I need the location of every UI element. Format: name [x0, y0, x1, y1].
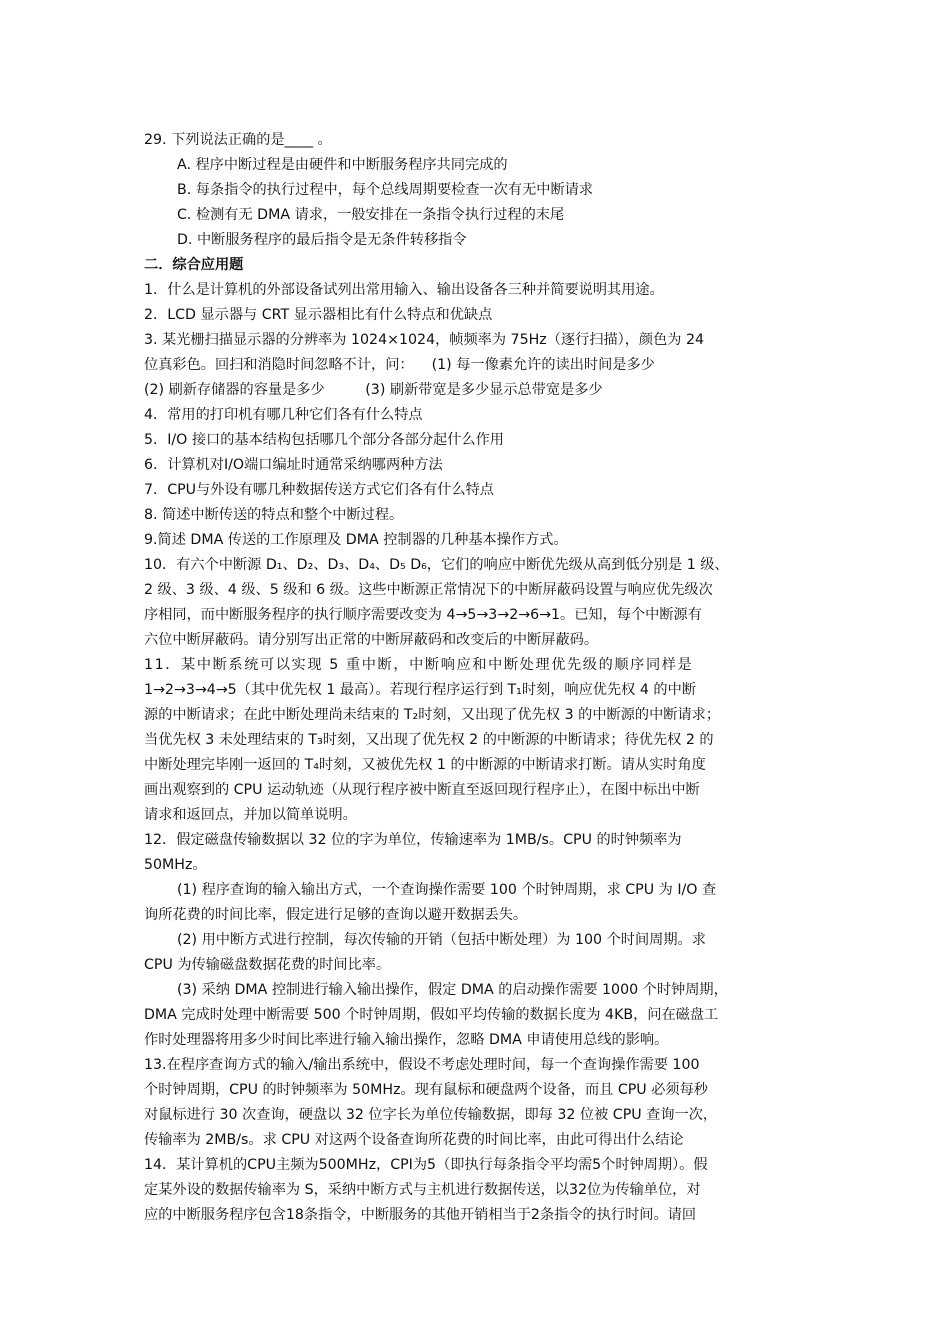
question-11-line-2: 1→2→3→4→5（其中优先权 1 最高）。若现行程序运行到 T₁时刻，响应优先权 4 的中断	[144, 682, 696, 698]
question-10-line-1: 10．有六个中断源 D₁、D₂、D₃、D₄、D₅ D₆，它们的响应中断优先级从高到低分别是 1 级、	[144, 557, 729, 573]
document-page	[144, 128, 809, 1228]
section-heading: 二．综合应用题	[144, 257, 244, 273]
question-11-line-3: 源的中断请求；在此中断处理尚未结束的 T₂时刻，又出现了优先权 3 的中断源的中断请求；	[144, 707, 721, 723]
question-5: 5．I/O 接口的基本结构包括哪几个部分各部分起什么作用	[144, 432, 504, 448]
question-13-line-2: 个时钟周期，CPU 的时钟频率为 50MHz。现有鼠标和硬盘两个设备，而且 CPU 必须每秒	[144, 1082, 708, 1098]
question-13-line-3: 对鼠标进行 30 次查询，硬盘以 32 位字长为单位传输数据，即每 32 位被 CPU 查询一次，	[144, 1107, 718, 1123]
question-12-part-3-line-3: 作时处理器将用多少时间比率进行输入输出操作，忽略 DMA 申请使用总线的影响。	[144, 1032, 669, 1048]
question-12-line-2: 50MHz。	[144, 857, 207, 873]
question-14-line-1: 14．某计算机的CPU主频为500MHz，CPI为5（即执行每条指令平均需5个时钟周期）。假	[144, 1157, 708, 1173]
question-12-part-2-line-2: CPU 为传输磁盘数据花费的时间比率。	[144, 957, 391, 973]
question-12-part-2-line-1: (2) 用中断方式进行控制，每次传输的开销（包括中断处理）为 100 个时间周期。求	[177, 932, 706, 948]
question-14-line-3: 应的中断服务程序包含18条指令，中断服务的其他开销相当于2条指令的执行时间。请回	[144, 1207, 697, 1223]
option-b: B. 每条指令的执行过程中，每个总线周期要检查一次有无中断请求	[177, 182, 594, 198]
question-12-part-3-line-2: DMA 完成时处理中断需要 500 个时钟周期，假如平均传输的数据长度为 4KB，问在磁盘工	[144, 1007, 719, 1023]
question-12-part-3-line-1: (3) 采纳 DMA 控制进行输入输出操作，假定 DMA 的启动操作需要 1000 个时钟周期，	[177, 982, 728, 998]
question-12-part-1-line-1: (1) 程序查询的输入输出方式，一个查询操作需要 100 个时钟周期，求 CPU 为 I/O 查	[177, 882, 717, 898]
question-9: 9.简述 DMA 传送的工作原理及 DMA 控制器的几种基本操作方式。	[144, 532, 568, 548]
question-12-line-1: 12．假定磁盘传输数据以 32 位的字为单位，传输速率为 1MB/s。CPU 的时钟频率为	[144, 832, 682, 848]
question-7: 7．CPU与外设有哪几种数据传送方式它们各有什么特点	[144, 482, 494, 498]
question-4: 4．常用的打印机有哪几种它们各有什么特点	[144, 407, 423, 423]
question-1: 1．什么是计算机的外部设备试列出常用输入、输出设备各三种并简要说明其用途。	[144, 282, 664, 298]
question-11-line-1: 11．某中断系统可以实现 5 重中断，中断响应和中断处理优先级的顺序同样是	[144, 657, 694, 673]
question-13-line-1: 13.在程序查询方式的输入/输出系统中，假设不考虑处理时间，每一个查询操作需要 100	[144, 1057, 700, 1073]
question-11-line-5: 中断处理完毕刚一返回的 T₄时刻，又被优先权 1 的中断源的中断请求打断。请从实时角度	[144, 757, 706, 773]
question-12-part-1-line-2: 询所花费的时间比率，假定进行足够的查询以避开数据丢失。	[144, 907, 528, 923]
question-13-line-4: 传输率为 2MB/s。求 CPU 对这两个设备查询所花费的时间比率，由此可得出什么结论	[144, 1132, 684, 1148]
question-3-line-3: (2) 刷新存储器的容量是多少 (3) 刷新带宽是多少显示总带宽是多少	[144, 382, 603, 398]
question-10-line-4: 六位中断屏蔽码。请分别写出正常的中断屏蔽码和改变后的中断屏蔽码。	[144, 632, 599, 648]
question-11-line-6: 画出观察到的 CPU 运动轨迹（从现行程序被中断直至返回现行程序止），在图中标出中断	[144, 782, 700, 798]
question-14-line-2: 定某外设的数据传输率为 S，采纳中断方式与主机进行数据传送，以32位为传输单位，对	[144, 1182, 701, 1198]
question-2: 2．LCD 显示器与 CRT 显示器相比有什么特点和优缺点	[144, 307, 493, 323]
question-11-line-7: 请求和返回点，并加以简单说明。	[144, 807, 357, 823]
question-6: 6．计算机对I/O端口编址时通常采纳哪两种方法	[144, 457, 443, 473]
question-3-line-1: 3. 某光栅扫描显示器的分辨率为 1024×1024，帧频率为 75Hz（逐行扫描），颜色为 24	[144, 332, 705, 348]
question-3-line-2: 位真彩色。回扫和消隐时间忽略不计，问： (1) 每一像素允许的读出时间是多少	[144, 357, 655, 373]
option-c: C. 检测有无 DMA 请求，一般安排在一条指令执行过程的末尾	[177, 207, 565, 223]
option-a: A. 程序中断过程是由硬件和中断服务程序共同完成的	[177, 157, 508, 173]
question-11-line-4: 当优先权 3 未处理结束的 T₃时刻，又出现了优先权 2 的中断源的中断请求；待优先权 2 的	[144, 732, 714, 748]
question-29: 29. 下列说法正确的是____ 。	[144, 132, 332, 148]
option-d: D. 中断服务程序的最后指令是无条件转移指令	[177, 232, 467, 248]
question-10-line-2: 2 级、3 级、4 级、5 级和 6 级。这些中断源正常情况下的中断屏蔽码设置与响应优先级次	[144, 582, 713, 598]
question-8: 8. 简述中断传送的特点和整个中断过程。	[144, 507, 404, 523]
question-10-line-3: 序相同，而中断服务程序的执行顺序需要改变为 4→5→3→2→6→1。已知，每个中断源有	[144, 607, 702, 623]
